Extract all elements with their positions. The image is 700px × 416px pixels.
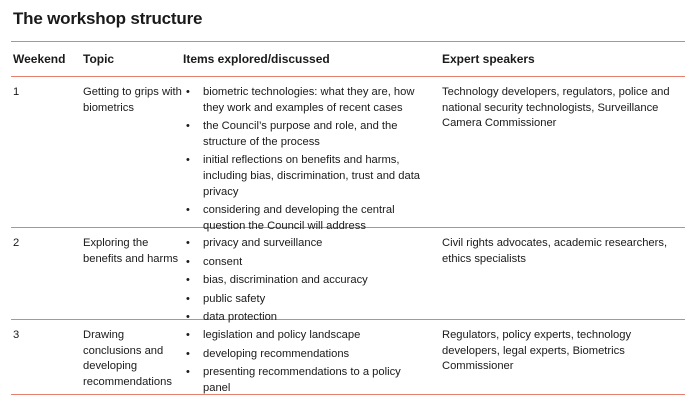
item-text: bias, discrimination and accuracy (203, 274, 368, 287)
bullet-icon: • (186, 255, 190, 268)
list-item (183, 255, 428, 271)
list-item (183, 328, 428, 344)
item-text: the Council’s purpose and role, and the structure of the process (203, 120, 398, 148)
item-text: privacy and surveillance (203, 237, 323, 249)
header-items: Items explored/discussed (183, 52, 330, 66)
item-text: developing recommendations (203, 347, 350, 360)
list-item (183, 236, 428, 252)
header-weekend: Weekend (13, 52, 66, 66)
experts-cell: Regulators, policy experts, technology developers, legal experts, Biometrics Commissioner (442, 329, 632, 373)
bullet-icon: • (186, 329, 190, 341)
list-item (183, 153, 428, 200)
table-row (11, 320, 685, 395)
list-item (183, 365, 428, 396)
bullet-icon: • (186, 120, 190, 133)
items-cell (183, 85, 428, 237)
items-cell (183, 328, 428, 399)
item-text: legislation and policy landscape (203, 329, 361, 341)
item-text: consent (203, 255, 243, 268)
table-row (11, 77, 685, 232)
table-row (11, 228, 685, 324)
item-text: data protection (203, 311, 278, 324)
item-text: initial reflections on benefits and harms, including bias, discrimination, trust and data privacy (203, 154, 421, 198)
bullet-icon: • (186, 366, 190, 379)
header-experts: Expert speakers (442, 52, 535, 66)
list-item (183, 347, 428, 363)
list-item (183, 85, 428, 116)
bullet-icon: • (186, 204, 190, 217)
experts-cell: Civil rights advocates, academic researchers, ethics specialists (442, 237, 668, 265)
topic-cell: Getting to grips with biometrics (83, 86, 182, 114)
bullet-icon: • (186, 274, 190, 287)
items-cell (183, 236, 428, 329)
weekend-number: 2 (13, 237, 20, 249)
item-text: considering and developing the central question the Council will address (203, 204, 395, 232)
item-text: public safety (203, 292, 266, 305)
weekend-number: 1 (13, 86, 20, 98)
topic-cell: Exploring the benefits and harms (83, 237, 179, 265)
list-item (183, 119, 428, 150)
table-header-row (11, 42, 685, 77)
bullet-icon: • (186, 86, 190, 98)
bullet-icon: • (186, 237, 190, 249)
list-item (183, 273, 428, 289)
bullet-icon: • (186, 311, 190, 324)
bullet-icon: • (186, 292, 190, 305)
weekend-number: 3 (13, 329, 20, 341)
header-topic: Topic (83, 52, 115, 66)
workshop-table (11, 41, 685, 395)
item-text: biometric technologies: what they are, how they work and examples of recent cases (203, 86, 415, 114)
item-text: presenting recommendations to a policy panel (203, 366, 401, 394)
experts-cell: Technology developers, regulators, police and national security technologists, Surveillance Camera Commissioner (442, 86, 670, 130)
list-item (183, 292, 428, 308)
bullet-icon: • (186, 347, 190, 360)
bullet-icon: • (186, 154, 190, 167)
page-title: The workshop structure (13, 9, 203, 28)
topic-cell: Drawing conclusions and developing recommendations (83, 329, 172, 388)
